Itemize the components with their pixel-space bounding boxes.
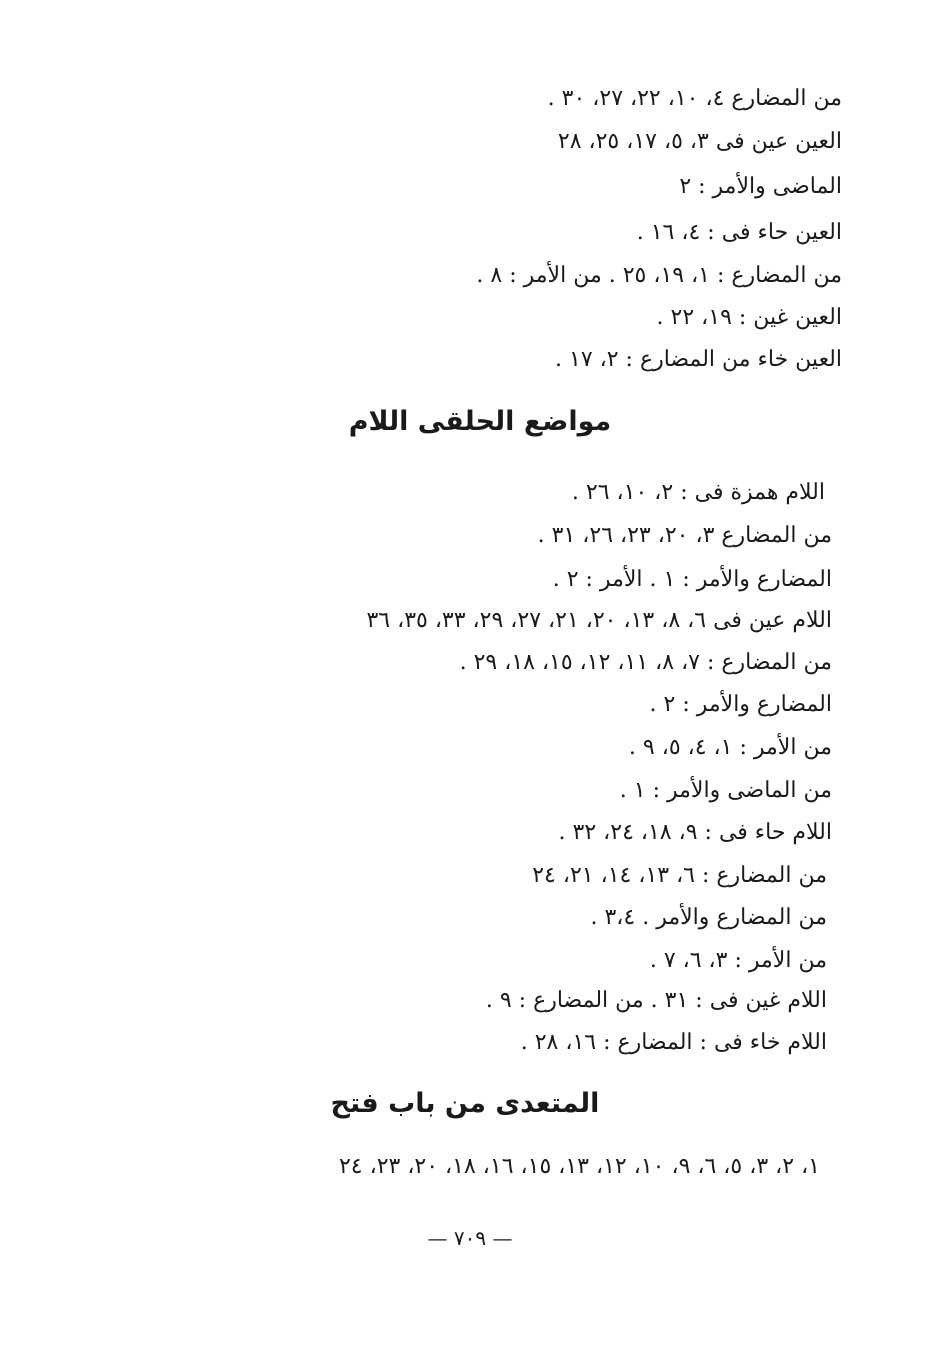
list-line: اللام حاء فى : ٩، ١٨، ٢٤، ٣٢ . bbox=[558, 820, 832, 845]
list-line: من المضارع : ١، ١٩، ٢٥ . من الأمر : ٨ . bbox=[476, 263, 842, 288]
list-line: الماضى والأمر : ٢ bbox=[679, 174, 842, 199]
list-line: العين حاء فى : ٤، ١٦ . bbox=[636, 220, 842, 245]
list-line: من المضارع والأمر . ٣،٤ . bbox=[590, 905, 827, 930]
list-line: من الأمر : ١، ٤، ٥، ٩ . bbox=[628, 735, 832, 760]
list-line: العين عين فى ٣، ٥، ١٧، ٢٥، ٢٨ bbox=[557, 129, 842, 154]
list-line: من المضارع : ٧، ٨، ١١، ١٢، ١٥، ١٨، ٢٩ . bbox=[459, 650, 832, 675]
list-line: اللام عين فى ٦، ٨، ١٣، ٢٠، ٢١، ٢٧، ٢٩، ٣٣، ٣٥، ٣٦ bbox=[366, 608, 832, 633]
section-heading: مواضع الحلقى اللام bbox=[348, 406, 612, 437]
list-line: اللام غين فى : ٣١ . من المضارع : ٩ . bbox=[485, 988, 827, 1013]
list-line: العين غين : ١٩، ٢٢ . bbox=[656, 305, 842, 330]
list-line: من المضارع ٣، ٢٠، ٢٣، ٢٦، ٣١ . bbox=[537, 523, 832, 548]
list-line: المضارع والأمر : ١ . الأمر : ٢ . bbox=[552, 567, 832, 592]
list-line: ١، ٢، ٣، ٥، ٦، ٩، ١٠، ١٢، ١٣، ١٥، ١٦، ١٨، ٢٠، ٢٣، ٢٤ bbox=[338, 1154, 820, 1179]
list-line: المضارع والأمر : ٢ . bbox=[649, 692, 832, 717]
list-line: من الأمر : ٣، ٦، ٧ . bbox=[649, 948, 827, 973]
list-line: اللام خاء فى : المضارع : ١٦، ٢٨ . bbox=[520, 1030, 827, 1055]
list-line: من المضارع : ٦، ١٣، ١٤، ٢١، ٢٤ bbox=[532, 863, 827, 888]
list-line: العين خاء من المضارع : ٢، ١٧ . bbox=[555, 347, 842, 372]
list-line: من المضارع ٤، ١٠، ٢٢، ٢٧، ٣٠ . bbox=[547, 86, 842, 111]
page-number: — ٧٠٩ — bbox=[427, 1226, 513, 1250]
list-line: من الماضى والأمر : ١ . bbox=[619, 778, 832, 803]
list-line: اللام همزة فى : ٢، ١٠، ٢٦ . bbox=[571, 480, 825, 505]
section-heading: المتعدى من باب فتح bbox=[330, 1088, 600, 1119]
